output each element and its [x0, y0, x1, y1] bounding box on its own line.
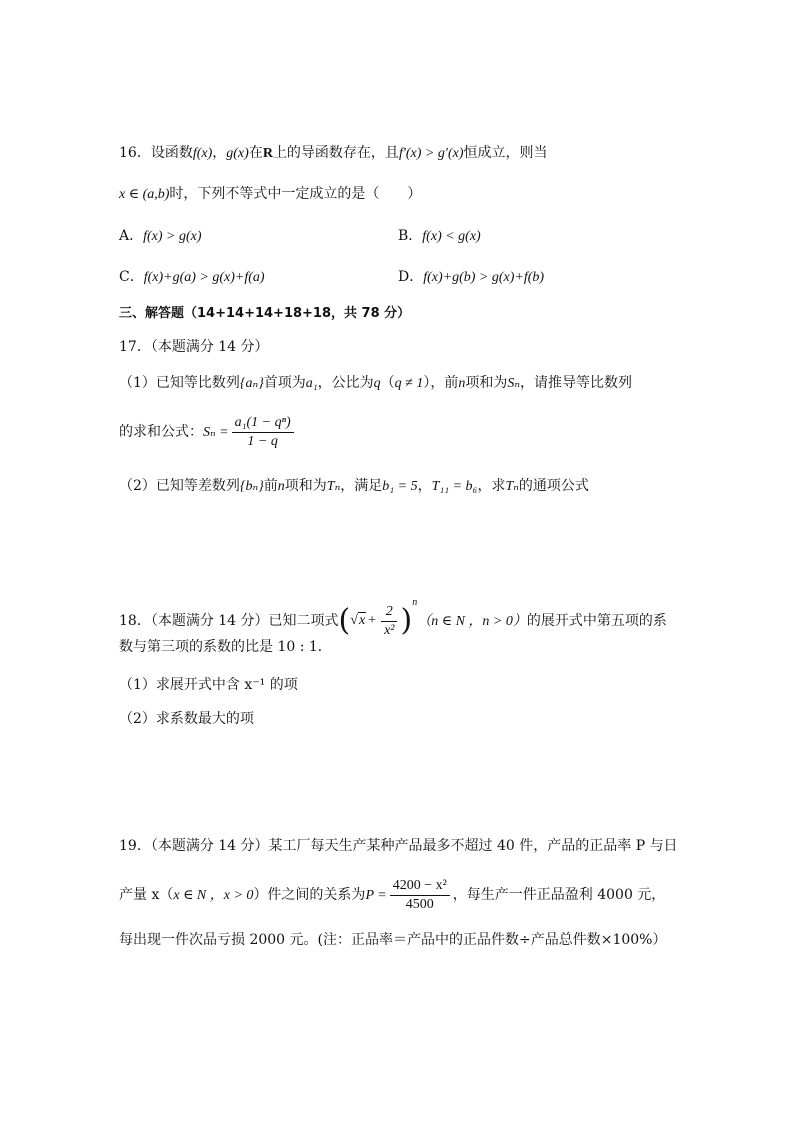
q16-option-a: A．f(x) > g(x): [119, 228, 202, 244]
q17-part2: （2）已知等差数列{bₙ}前n项和为Tₙ，满足b₁ = 5，T₁₁ = b₆，求Tₙ的通项公式: [119, 478, 589, 494]
q16-option-c: C．f(x)+g(a) > g(x)+f(a): [119, 269, 265, 285]
q18-part1: （1）求展开式中含 x⁻¹ 的项: [119, 677, 298, 693]
q18-part2: （2）求系数最大的项: [119, 711, 254, 727]
binomial-fraction: $\frac{2}{\text{x²}}$: [381, 603, 397, 640]
q16-line2: x ∈ (a,b)时，下列不等式中一定成立的是（ ）: [119, 186, 422, 202]
q16-option-b: B．f(x) < g(x): [398, 228, 481, 244]
q16-line1: 16．设函数f(x)，g(x)在R上的导函数存在，且f′(x) > g′(x)恒成立，则当: [119, 145, 548, 161]
math-R: R: [262, 146, 273, 161]
yield-rate-fraction: $\frac{\text{4200 − x²}}{4500}$: [390, 877, 450, 914]
q19-line2: 产量 x（x ∈ N ，x > 0）件之间的关系为P = $\frac{\text{4200 − x²}}{4500}$ ，每生产一件正品盈利 4000 元，: [119, 877, 666, 912]
math-x-in-interval: x ∈ (a,b): [119, 187, 170, 202]
sum-formula-fraction: $\frac{\text{a₁(1 − qⁿ)}}{1 - q}$: [232, 414, 294, 451]
math-gx: g(x): [226, 146, 249, 161]
q18-line1: 18．（本题满分 14 分）已知二项式(√x + $\frac{2}{\text{x²}}$ )$^n$（n ∈ N ，n > 0）的展开式中第五项的系: [119, 597, 667, 638]
q16-option-d: D．f(x)+g(b) > g(x)+f(b): [398, 269, 545, 285]
q18-line2: 数与第三项的系数的比是 10 : 1．: [119, 639, 332, 655]
q19-line1: 19．（本题满分 14 分）某工厂每天生产某种产品最多不超过 40 件，产品的正品率 P 与日: [119, 838, 678, 854]
q19-line3: 每出现一件次品亏损 2000 元。(注：正品率＝产品中的正品件数÷产品总件数×100%）: [119, 932, 667, 948]
math-fx: f(x): [192, 146, 213, 161]
math-derivative-ineq: f′(x) > g′(x): [398, 146, 464, 161]
q17-part1-line2: 的求和公式：Sₙ = $\frac{\text{a₁(1 − qⁿ)}}{1 - q}$: [119, 412, 297, 453]
q17-title: 17．（本题满分 14 分）: [119, 339, 269, 355]
q17-part1-line1: （1）已知等比数列{aₙ}首项为a₁，公比为q（q ≠ 1），前n项和为Sₙ，请推导等比数列: [119, 375, 633, 391]
section-heading: 三、解答题（14+14+14+18+18，共 78 分）: [119, 306, 411, 321]
